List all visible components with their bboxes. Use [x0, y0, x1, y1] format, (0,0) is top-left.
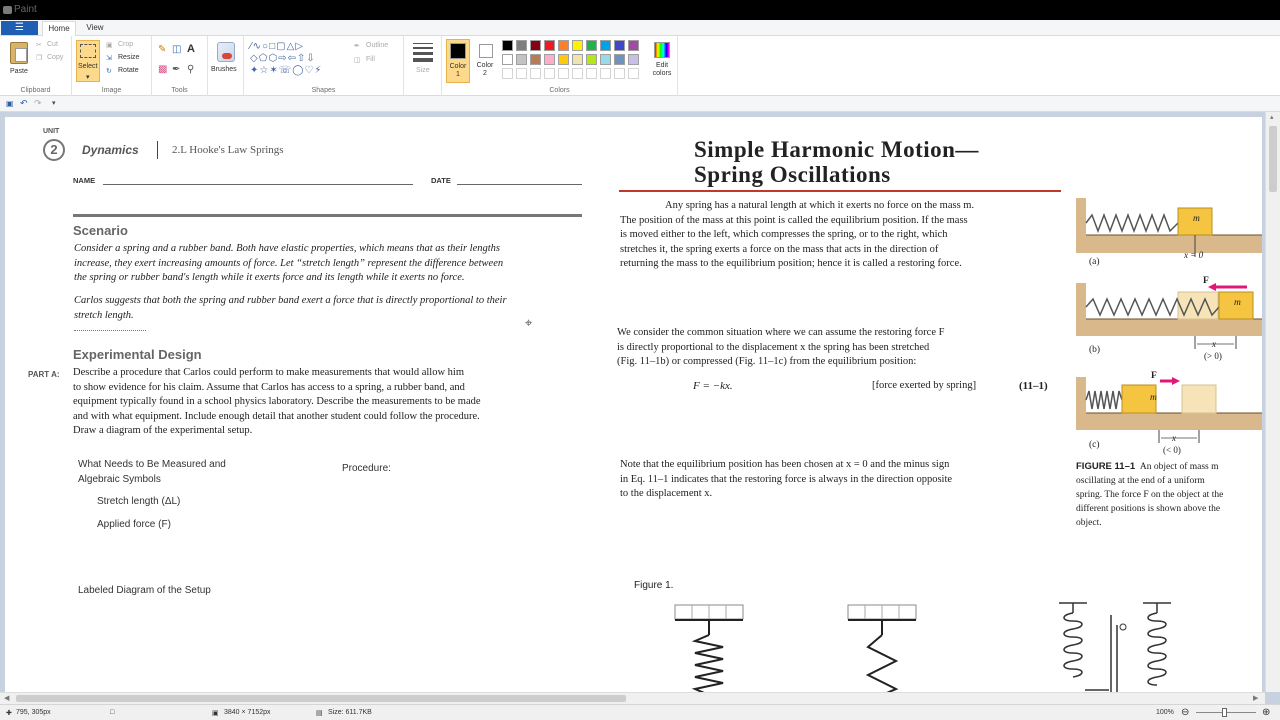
crop-label: Crop [118, 41, 134, 48]
tab-home[interactable]: Home [42, 21, 76, 36]
resize-button[interactable] [106, 53, 150, 64]
palette-swatch[interactable] [586, 40, 597, 51]
x-label-c: x [1172, 433, 1176, 443]
x-label-b: x [1212, 339, 1216, 349]
color2-button[interactable] [474, 39, 498, 83]
claim-line: Carlos suggests that both the spring and rubber band exert a force that is directly proportional to their [74, 295, 507, 306]
part-a-line: Describe a procedure that Carlos could perform to make measurements that would allow him [73, 367, 465, 378]
palette-swatch[interactable] [544, 40, 555, 51]
equation-note: [force exerted by spring] [872, 380, 977, 391]
procedure-label: Procedure: [342, 463, 391, 474]
title-bar [0, 0, 1280, 20]
horizontal-scroll-thumb[interactable] [16, 695, 626, 702]
zoom-level: 100% [1156, 709, 1174, 716]
horizontal-scrollbar[interactable] [0, 692, 1265, 704]
outline-label: Outline [366, 42, 389, 49]
textbook-line: stretches it, the spring exerts a force on the mass that acts in the direction of [620, 243, 939, 255]
palette-swatch[interactable] [558, 40, 569, 51]
line-size-icon [413, 43, 433, 62]
clipboard-group-label: Clipboard [20, 87, 51, 94]
fill-button[interactable] [354, 55, 402, 66]
lesson-title: 2.L Hooke's Law Springs [172, 144, 284, 156]
resize-icon: ⇲ [106, 55, 112, 62]
color-palette [502, 40, 648, 82]
brush-icon [217, 42, 235, 62]
fill-label: Fill [366, 56, 375, 63]
shapes-group-label: Shapes [311, 87, 336, 94]
measure-heading-2: Algebraic Symbols [78, 474, 161, 485]
color2-label: Color 2 [476, 62, 494, 77]
palette-swatch[interactable] [572, 40, 583, 51]
zoom-out-button[interactable]: ⊖ [1181, 707, 1190, 718]
force-symbol-c: F [1151, 371, 1157, 381]
color2-swatch [479, 44, 493, 58]
edit-colors-label: Edit colors [652, 62, 672, 77]
name-line [103, 184, 413, 185]
palette-swatch[interactable] [572, 54, 583, 65]
scenario-line: Consider a spring and a rubber band. Both have elastic properties, which means that as their lengths [74, 243, 501, 254]
spring-2 [848, 605, 916, 692]
mass-label-c: m [1150, 393, 1157, 403]
textbook-line: Any spring has a natural length at which it exerts no force on the mass m. [665, 200, 975, 211]
resize-label: Resize [118, 54, 140, 61]
title-red-rule [619, 190, 1061, 192]
undo-icon[interactable]: ↶ [20, 98, 28, 108]
shapes-gallery[interactable] [250, 41, 350, 81]
textbook-line: The position of the mass at this point is called the equilibrium position. If the mass [620, 214, 968, 226]
palette-swatch[interactable] [614, 40, 625, 51]
textbook-line: Note that the equilibrium position has been chosen at x = 0 and the minus sign [620, 459, 950, 470]
figure-caption-line: object. [1076, 518, 1102, 528]
shapes-row-1: ∕∿○□▢△▷ [250, 41, 304, 52]
scenario-line: increase, they exert increasing amounts of force. Let “stretch length” represent the difference between [74, 257, 504, 269]
palette-swatch-empty[interactable] [502, 68, 513, 79]
image-group-label: Image [101, 87, 122, 94]
panel-a-label: (a) [1089, 257, 1100, 267]
select-icon [80, 44, 96, 58]
palette-swatch-empty[interactable] [628, 68, 639, 79]
palette-swatch[interactable] [516, 40, 527, 51]
brushes-button[interactable] [210, 40, 242, 82]
edit-colors-button[interactable] [648, 39, 676, 83]
palette-swatch[interactable] [530, 54, 541, 65]
panel-a [1076, 198, 1262, 257]
textbook-line: in Eq. 11–1 indicates that the restoring force is always in the direction opposite [620, 473, 953, 485]
palette-swatch-empty[interactable] [544, 68, 555, 79]
claim-text [74, 294, 584, 323]
part-a-line: Draw a diagram of the experimental setup. [73, 425, 253, 437]
palette-swatch[interactable] [502, 54, 513, 65]
zoom-slider-thumb[interactable] [1222, 708, 1227, 717]
file-menu-button[interactable]: ☰ [1, 21, 38, 35]
customize-qat-icon[interactable]: ▾ [52, 100, 56, 107]
text-tool-icon[interactable]: A [187, 43, 195, 55]
textbook-line: is moved either to the left, which compresses the spring, or to the right, which [620, 229, 948, 241]
quick-access-toolbar [0, 96, 1280, 112]
selection-size-icon: □ [110, 709, 115, 716]
ribbon-tabs [0, 20, 1280, 36]
rainbow-palette-icon [654, 42, 670, 58]
title-divider [157, 141, 158, 159]
applied-force-label: Applied force (F) [97, 519, 171, 530]
image-dimensions: 3840 × 7152px [224, 709, 271, 716]
paint-app-icon [3, 6, 12, 14]
palette-swatch[interactable] [628, 54, 639, 65]
scroll-up-icon[interactable]: ▴ [1270, 114, 1274, 121]
palette-swatch[interactable] [600, 40, 611, 51]
textbook-title: Simple Harmonic Motion— [694, 137, 979, 162]
image-group [72, 36, 152, 96]
palette-swatch[interactable] [502, 40, 513, 51]
mass-label-b: m [1234, 298, 1241, 308]
image-dimensions-icon: ▣ [212, 710, 219, 717]
file-size: Size: 611.7KB [328, 709, 372, 716]
redo-icon[interactable]: ↷ [34, 98, 42, 108]
textbook-line: (Fig. 11–1b) or compressed (Fig. 11–1c) from the equilibrium position: [617, 356, 917, 368]
section-rule [73, 214, 582, 217]
palette-swatch[interactable] [586, 54, 597, 65]
canvas-area [0, 112, 1280, 704]
eraser-icon[interactable]: ▩ [158, 64, 168, 75]
image-canvas[interactable] [5, 117, 1262, 692]
status-bar [0, 704, 1280, 720]
select-button[interactable] [76, 40, 100, 82]
diagram-label: Labeled Diagram of the Setup [78, 585, 211, 596]
scroll-left-icon[interactable]: ◀ [4, 695, 10, 702]
outline-button[interactable] [354, 41, 402, 52]
part-a-line: to show evidence for his claim. Assume that Carlos has access to a spring, a rubber band, and [73, 381, 465, 393]
brushes-label: Brushes [211, 66, 237, 73]
textbook-line: returning the mass to the equilibrium position; hence it is called a restoring force. [620, 258, 962, 270]
claim-line: stretch length. [74, 309, 134, 321]
equation-number: (11–1) [1019, 380, 1048, 392]
textbook-paragraph-3 [620, 458, 1065, 502]
palette-swatch-empty[interactable] [600, 68, 611, 79]
palette-swatch[interactable] [530, 40, 541, 51]
fill-bucket-icon[interactable]: ◫ [172, 44, 182, 55]
cursor-position: 795, 305px [16, 709, 51, 716]
textbook-line: We consider the common situation where we can assume the restoring force F [617, 327, 945, 338]
save-icon[interactable]: ▣ [6, 99, 14, 108]
figure-1-label: Figure 1. [634, 580, 674, 591]
palette-swatch-empty[interactable] [516, 68, 527, 79]
figure-caption-line: An object of mass m [1139, 462, 1219, 472]
figure-1-springs [665, 595, 1185, 692]
palette-swatch[interactable] [544, 54, 555, 65]
color1-swatch [450, 43, 466, 59]
textbook-paragraph-2 [617, 326, 1062, 370]
scenario-text [74, 242, 584, 286]
part-a-line: equipment typically found in a school physics laboratory. Describe the measurements to be made [73, 396, 481, 408]
crop-icon: ▣ [106, 42, 113, 49]
palette-swatch[interactable] [628, 40, 639, 51]
unit-label: UNIT [43, 128, 60, 135]
pencil-icon[interactable]: ✎ [158, 44, 167, 55]
palette-swatch-empty[interactable] [614, 68, 625, 79]
scenario-heading: Scenario [73, 223, 128, 238]
tools-group-label: Tools [171, 87, 188, 94]
magnifier-icon[interactable]: ⚲ [187, 64, 195, 75]
size-label: Size [416, 67, 430, 74]
textbook-paragraph-1 [620, 199, 1062, 272]
force-symbol-b: F [1203, 276, 1209, 286]
palette-swatch[interactable] [516, 54, 527, 65]
spring-3 [1059, 603, 1171, 692]
x-negative-label: (< 0) [1163, 445, 1181, 455]
shapes-row-2: ◇⬠⬡⇨⇦⇧⇩ [250, 53, 316, 64]
name-label: NAME [73, 176, 96, 185]
spring-1 [675, 605, 743, 692]
mass-label-a: m [1193, 214, 1200, 224]
size-button[interactable] [410, 41, 436, 81]
palette-swatch-empty[interactable] [530, 68, 541, 79]
figure-caption-line: different positions is shown above the [1076, 504, 1221, 514]
copy-label: Copy [47, 54, 64, 61]
copy-button[interactable] [36, 53, 70, 64]
panel-b-label: (b) [1089, 345, 1101, 355]
palette-swatch-empty[interactable] [558, 68, 569, 79]
stretch-length-label: Stretch length (ΔL) [97, 496, 181, 507]
rotate-button[interactable] [106, 66, 150, 77]
tab-view[interactable]: View [86, 23, 104, 32]
part-a-line: and with what equipment. Include enough detail that another student could follow the procedure. [73, 410, 480, 422]
tools-group [152, 36, 208, 96]
cut-label: Cut [47, 41, 58, 48]
spring-figure-11-1 [1074, 195, 1262, 457]
brushes-group [208, 36, 244, 96]
date-line [457, 184, 582, 185]
select-label: Select [78, 63, 98, 70]
paste-icon [10, 42, 28, 64]
scissors-icon: ✂ [36, 42, 42, 49]
textbook-line: is directly proportional to the displacement x the spring has been stretched [617, 341, 930, 353]
dotted-divider [74, 330, 146, 331]
panel-c-label: (c) [1089, 440, 1100, 450]
crop-button[interactable] [106, 40, 150, 51]
colors-group [442, 36, 678, 96]
paste-label: Paste [10, 68, 28, 75]
figure-caption-head: FIGURE 11–1 [1076, 461, 1136, 472]
figure-caption-line: oscillating at the end of a uniform [1076, 476, 1205, 486]
x-positive-label: (> 0) [1204, 351, 1222, 361]
cursor-position-icon: ✚ [6, 710, 12, 717]
zoom-slider[interactable] [1196, 712, 1256, 713]
color1-button[interactable] [446, 39, 470, 83]
scenario-line: the spring or rubber band's length while it exerts force and its length while it exerts no force. [74, 272, 465, 284]
date-label: DATE [431, 176, 451, 185]
rotate-icon: ↻ [106, 68, 112, 75]
rotate-label: Rotate [118, 67, 139, 74]
x-equals-zero-label: x = 0 [1184, 250, 1204, 260]
panel-b [1076, 283, 1262, 349]
palette-swatch[interactable] [558, 54, 569, 65]
unit-title: Dynamics [82, 143, 139, 157]
part-a-label: PART A: [28, 370, 60, 379]
palette-swatch-empty[interactable] [586, 68, 597, 79]
outline-icon: ✒ [354, 43, 360, 50]
part-a-text [73, 366, 573, 439]
fill-icon: ◫ [354, 57, 361, 64]
paste-button[interactable] [6, 40, 32, 82]
shapes-row-3: ✦☆✶☏◯♡⚡ [250, 65, 323, 76]
color-picker-icon[interactable]: ✒ [172, 64, 181, 75]
cut-button[interactable] [36, 40, 70, 51]
clipboard-group [0, 36, 72, 96]
textbook-title-2: Spring Oscillations [694, 162, 891, 187]
vertical-scrollbar[interactable] [1265, 112, 1280, 692]
design-heading: Experimental Design [73, 347, 202, 362]
colors-group-label: Colors [549, 87, 570, 94]
figure-caption [1076, 460, 1262, 530]
palette-swatch[interactable] [614, 54, 625, 65]
figure-caption-line: spring. The force F on the object at the [1076, 490, 1224, 500]
scroll-right-icon[interactable]: ▶ [1253, 695, 1259, 702]
chevron-down-icon: ▾ [86, 74, 90, 81]
size-group [404, 36, 442, 96]
hookes-law-equation: F = −kx. [693, 380, 733, 392]
textbook-line: to the displacement x. [620, 488, 713, 500]
zoom-in-button[interactable]: ⊕ [1262, 707, 1271, 718]
palette-swatch-empty[interactable] [572, 68, 583, 79]
measure-heading: What Needs to Be Measured and [78, 459, 226, 470]
ribbon [0, 36, 1280, 96]
shapes-group [244, 36, 404, 96]
panel-c [1076, 377, 1262, 443]
palette-swatch[interactable] [600, 54, 611, 65]
vertical-scroll-thumb[interactable] [1269, 126, 1277, 192]
file-size-icon: ▤ [316, 710, 323, 717]
window-title: Paint [14, 4, 37, 15]
copy-icon: ❐ [36, 55, 43, 62]
crosshair-cursor-icon: ⌖ [525, 315, 533, 330]
color1-label: Color 1 [449, 63, 467, 78]
unit-number-badge: 2 [43, 139, 65, 161]
